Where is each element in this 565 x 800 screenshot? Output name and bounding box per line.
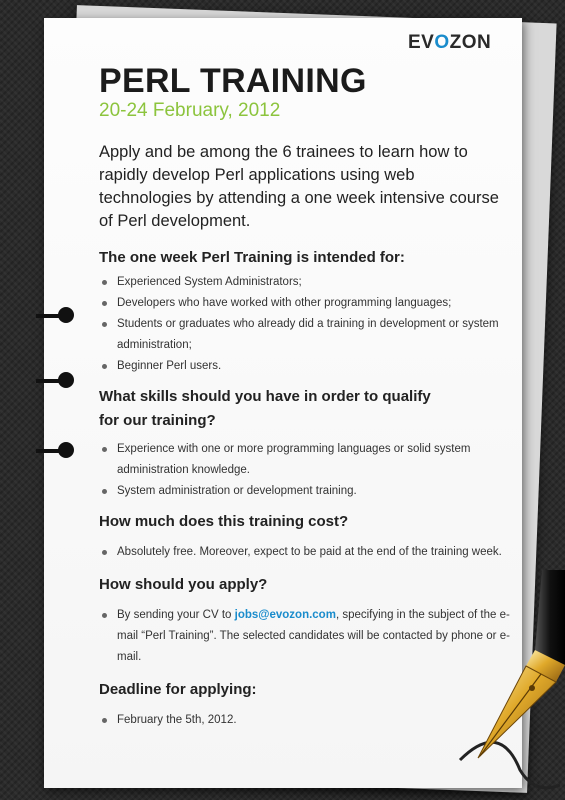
list-item: Experienced System Administrators; [99,272,511,293]
section-heading: How much does this training cost? [99,513,349,530]
fountain-pen-icon [440,570,565,800]
intro-paragraph: Apply and be among the 6 trainees to learn how to rapidly develop Perl applications using web technologies by attending a one week intensive course of Perl development. [99,143,499,230]
binder-ring-icon [36,306,78,326]
list-item: Students or graduates who already did a training in development or system administration; [99,314,511,356]
section-heading: Deadline for applying: [99,681,257,698]
bullet-list [99,439,511,502]
email-link[interactable]: jobs@evozon.com [234,609,336,621]
list-item: Absolutely free. Moreover, expect to be paid at the end of the training week. [99,542,511,563]
bullet-list [99,542,511,563]
section-heading: The one week Perl Training is intended for: [99,249,405,266]
evozon-logo: EVOZON [408,32,492,53]
binder-ring-icon [36,441,78,461]
list-item: February the 5th, 2012. [99,710,511,731]
list-item: Experience with one or more programming languages or solid system administration knowledge. [99,439,511,481]
binder-ring-icon [36,371,78,391]
section-intended-for [99,246,511,377]
list-item: System administration or development training. [99,481,511,502]
section-cost [99,510,511,563]
section-heading: What skills should you have in order to qualify for our training? [99,388,431,429]
list-item: By sending your CV to jobs@evozon.com, specifying in the subject of the e-mail “Perl Training”. The selected candidates will be contacted by phone or e-mail. [99,605,511,668]
bullet-list [99,272,511,377]
page-title: PERL TRAINING [99,62,367,100]
list-item: Developers who have worked with other programming languages; [99,293,511,314]
list-item: Beginner Perl users. [99,356,511,377]
training-date: 20-24 February, 2012 [99,100,281,121]
section-heading: How should you apply? [99,576,268,593]
section-skills [99,385,511,502]
